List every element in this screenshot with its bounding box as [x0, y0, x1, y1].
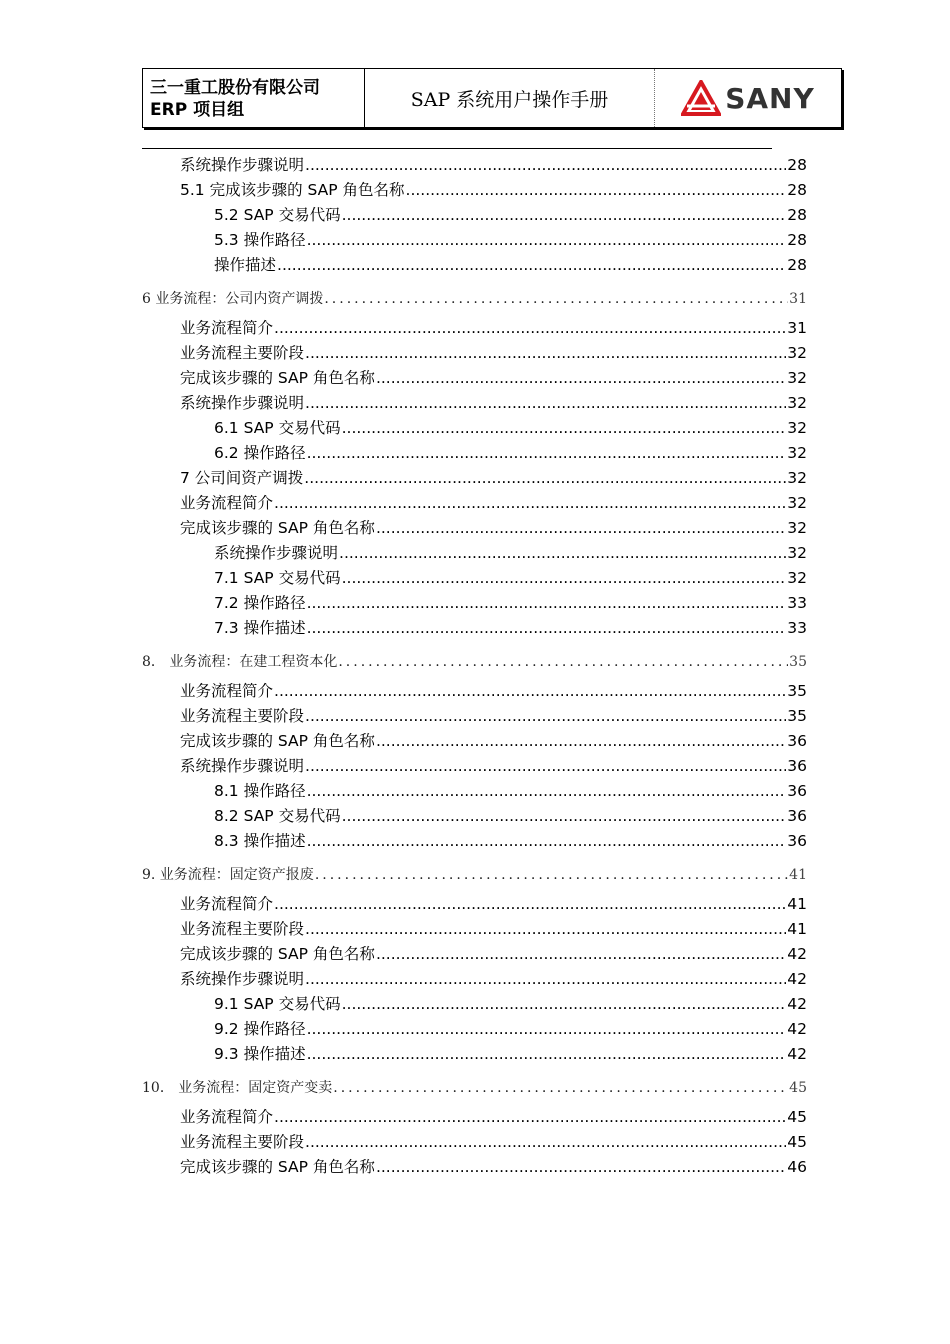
toc-entry-label: 系统操作步骤说明	[180, 757, 305, 775]
toc-entry-label: 7.1 SAP 交易代码	[214, 569, 341, 587]
toc-dot-leader	[376, 1155, 786, 1180]
toc-entry-page: 45	[789, 1080, 807, 1096]
toc-entry-label: 5.3 操作路径	[214, 231, 306, 249]
toc-dot-leader	[376, 729, 786, 754]
toc-entry-page: 33	[787, 594, 807, 612]
table-of-contents	[142, 153, 807, 1180]
toc-entry[interactable]	[142, 441, 807, 466]
toc-entry[interactable]	[142, 1105, 807, 1130]
toc-dot-leader	[376, 942, 786, 967]
toc-entry[interactable]	[142, 679, 807, 704]
toc-entry[interactable]	[142, 754, 807, 779]
toc-entry[interactable]	[142, 779, 807, 804]
toc-entry-label: 5.1 完成该步骤的 SAP 角色名称	[180, 181, 405, 199]
toc-entry-label: 7 公司间资产调拨	[180, 469, 304, 487]
toc-entry-label: 操作描述	[214, 256, 277, 274]
toc-entry-label: 8.1 操作路径	[214, 782, 306, 800]
toc-entry-label: 业务流程主要阶段	[180, 344, 305, 362]
toc-dot-leader	[342, 416, 787, 441]
logo-wordmark: SANY	[725, 81, 815, 115]
toc-entry[interactable]	[142, 153, 807, 178]
toc-entry-page: 32	[787, 544, 807, 562]
toc-entry-label: 系统操作步骤说明	[180, 394, 305, 412]
sany-logo	[655, 69, 841, 127]
toc-dot-leader	[307, 616, 787, 641]
toc-entry-page: 32	[787, 369, 807, 387]
toc-entry[interactable]	[142, 253, 807, 278]
toc-entry-label: 6.2 操作路径	[214, 444, 306, 462]
toc-entry-label: 业务流程简介	[180, 895, 274, 913]
toc-entry[interactable]	[142, 992, 807, 1017]
toc-entry-page: 32	[787, 469, 807, 487]
toc-dot-leader	[376, 516, 786, 541]
toc-entry[interactable]	[142, 1017, 807, 1042]
toc-dot-leader	[305, 153, 786, 178]
toc-entry-page: 41	[789, 867, 807, 883]
toc-dot-leader	[307, 441, 787, 466]
toc-entry-page: 35	[787, 707, 807, 725]
toc-entry-label: 10． 业务流程：固定资产变卖	[142, 1080, 333, 1096]
toc-entry[interactable]	[142, 391, 807, 416]
toc-entry[interactable]	[142, 645, 807, 679]
toc-entry-page: 42	[787, 1045, 807, 1063]
toc-entry[interactable]	[142, 416, 807, 441]
toc-entry[interactable]	[142, 804, 807, 829]
toc-entry-label: 业务流程简介	[180, 494, 274, 512]
toc-entry-page: 36	[787, 832, 807, 850]
toc-dot-leader	[274, 679, 786, 704]
sany-emblem-icon	[681, 80, 721, 116]
toc-entry-label: 9. 业务流程：固定资产报废	[142, 867, 314, 883]
toc-entry[interactable]	[142, 616, 807, 641]
toc-dot-leader	[274, 892, 786, 917]
toc-entry[interactable]	[142, 491, 807, 516]
toc-dot-leader	[305, 967, 786, 992]
toc-dot-leader	[376, 366, 786, 391]
toc-dot-leader	[342, 992, 787, 1017]
toc-dot-leader	[333, 1071, 788, 1105]
toc-entry-label: 业务流程简介	[180, 319, 274, 337]
toc-entry[interactable]	[142, 704, 807, 729]
toc-entry-label: 业务流程主要阶段	[180, 920, 305, 938]
page-header	[142, 68, 842, 128]
toc-dot-leader	[338, 645, 788, 679]
toc-entry-page: 33	[787, 619, 807, 637]
toc-dot-leader	[305, 391, 786, 416]
toc-dot-leader	[307, 591, 787, 616]
toc-entry-label: 5.2 SAP 交易代码	[214, 206, 341, 224]
company-name: 三一重工股份有限公司	[150, 78, 320, 98]
toc-entry-page: 36	[787, 807, 807, 825]
toc-entry-page: 41	[787, 920, 807, 938]
toc-entry[interactable]	[142, 591, 807, 616]
toc-entry-page: 28	[787, 256, 807, 274]
toc-entry-page: 35	[787, 682, 807, 700]
toc-entry-page: 42	[787, 945, 807, 963]
toc-dot-leader	[342, 566, 787, 591]
toc-dot-leader	[305, 1130, 786, 1155]
toc-entry-label: 业务流程主要阶段	[180, 707, 305, 725]
toc-entry-label: 完成该步骤的 SAP 角色名称	[180, 945, 375, 963]
toc-entry[interactable]	[142, 178, 807, 203]
toc-entry-page: 32	[787, 569, 807, 587]
toc-dot-leader	[304, 466, 786, 491]
toc-entry[interactable]	[142, 1042, 807, 1067]
toc-dot-leader	[307, 1017, 787, 1042]
toc-entry[interactable]	[142, 228, 807, 253]
toc-entry[interactable]	[142, 1071, 807, 1105]
toc-entry-page: 28	[787, 181, 807, 199]
toc-dot-leader	[305, 704, 786, 729]
toc-entry-page: 46	[787, 1158, 807, 1176]
toc-entry-page: 42	[787, 970, 807, 988]
toc-dot-leader	[307, 228, 787, 253]
toc-entry-page: 28	[787, 231, 807, 249]
toc-entry-page: 32	[787, 394, 807, 412]
toc-entry-label: 系统操作步骤说明	[180, 970, 305, 988]
toc-entry-page: 31	[787, 319, 807, 337]
toc-entry-page: 32	[787, 344, 807, 362]
toc-entry[interactable]	[142, 1155, 807, 1180]
toc-entry-page: 41	[787, 895, 807, 913]
toc-entry-label: 系统操作步骤说明	[180, 156, 305, 174]
toc-dot-leader	[274, 491, 786, 516]
toc-dot-leader	[342, 203, 787, 228]
toc-entry-label: 完成该步骤的 SAP 角色名称	[180, 732, 375, 750]
project-group: ERP 项目组	[150, 100, 245, 120]
toc-entry-label: 完成该步骤的 SAP 角色名称	[180, 369, 375, 387]
toc-entry-label: 6.1 SAP 交易代码	[214, 419, 341, 437]
toc-entry-label: 7.3 操作描述	[214, 619, 306, 637]
toc-entry[interactable]	[142, 1130, 807, 1155]
toc-entry-label: 业务流程简介	[180, 682, 274, 700]
toc-entry-label: 完成该步骤的 SAP 角色名称	[180, 519, 375, 537]
toc-entry-page: 42	[787, 995, 807, 1013]
toc-dot-leader	[307, 829, 787, 854]
toc-entry-label: 9.3 操作描述	[214, 1045, 306, 1063]
toc-entry-label: 6 业务流程：公司内资产调拨	[142, 291, 324, 307]
toc-entry[interactable]	[142, 203, 807, 228]
toc-entry-label: 9.1 SAP 交易代码	[214, 995, 341, 1013]
toc-dot-leader	[324, 282, 788, 316]
toc-entry-page: 42	[787, 1020, 807, 1038]
toc-entry[interactable]	[142, 466, 807, 491]
toc-entry-label: 业务流程主要阶段	[180, 1133, 305, 1151]
toc-entry[interactable]	[142, 942, 807, 967]
toc-entry-page: 32	[787, 519, 807, 537]
toc-entry-page: 36	[787, 732, 807, 750]
toc-entry-page: 32	[787, 419, 807, 437]
toc-dot-leader	[315, 858, 788, 892]
toc-dot-leader	[305, 341, 786, 366]
toc-dot-leader	[277, 253, 786, 278]
toc-entry[interactable]	[142, 282, 807, 316]
toc-entry-page: 32	[787, 494, 807, 512]
toc-entry-label: 业务流程简介	[180, 1108, 274, 1126]
toc-entry[interactable]	[142, 858, 807, 892]
toc-dot-leader	[307, 779, 787, 804]
toc-entry-label: 9.2 操作路径	[214, 1020, 306, 1038]
toc-dot-leader	[274, 1105, 786, 1130]
toc-entry[interactable]	[142, 566, 807, 591]
document-title: SAP 系统用户操作手册	[365, 69, 655, 127]
toc-entry-page: 36	[787, 757, 807, 775]
toc-entry[interactable]	[142, 892, 807, 917]
toc-entry[interactable]	[142, 917, 807, 942]
toc-entry-label: 系统操作步骤说明	[214, 544, 339, 562]
toc-entry-label: 完成该步骤的 SAP 角色名称	[180, 1158, 375, 1176]
toc-entry[interactable]	[142, 516, 807, 541]
toc-entry-page: 28	[787, 156, 807, 174]
toc-entry[interactable]	[142, 316, 807, 341]
toc-entry-page: 45	[787, 1133, 807, 1151]
toc-entry[interactable]	[142, 341, 807, 366]
toc-dot-leader	[406, 178, 787, 203]
toc-entry-page: 32	[787, 444, 807, 462]
toc-entry-label: 7.2 操作路径	[214, 594, 306, 612]
header-divider	[142, 148, 772, 149]
toc-entry-page: 31	[789, 291, 807, 307]
company-cell	[143, 69, 365, 127]
toc-dot-leader	[305, 754, 786, 779]
toc-dot-leader	[307, 1042, 787, 1067]
toc-entry[interactable]	[142, 729, 807, 754]
toc-entry[interactable]	[142, 967, 807, 992]
toc-dot-leader	[274, 316, 786, 341]
toc-entry-page: 35	[789, 654, 807, 670]
toc-entry-page: 45	[787, 1108, 807, 1126]
toc-entry[interactable]	[142, 541, 807, 566]
toc-dot-leader	[305, 917, 786, 942]
toc-entry-label: 8.2 SAP 交易代码	[214, 807, 341, 825]
toc-entry-label: 8.3 操作描述	[214, 832, 306, 850]
toc-entry-page: 36	[787, 782, 807, 800]
toc-entry-label: 8． 业务流程：在建工程资本化	[142, 654, 338, 670]
toc-dot-leader	[339, 541, 786, 566]
toc-entry[interactable]	[142, 829, 807, 854]
toc-entry[interactable]	[142, 366, 807, 391]
toc-entry-page: 28	[787, 206, 807, 224]
toc-dot-leader	[342, 804, 787, 829]
